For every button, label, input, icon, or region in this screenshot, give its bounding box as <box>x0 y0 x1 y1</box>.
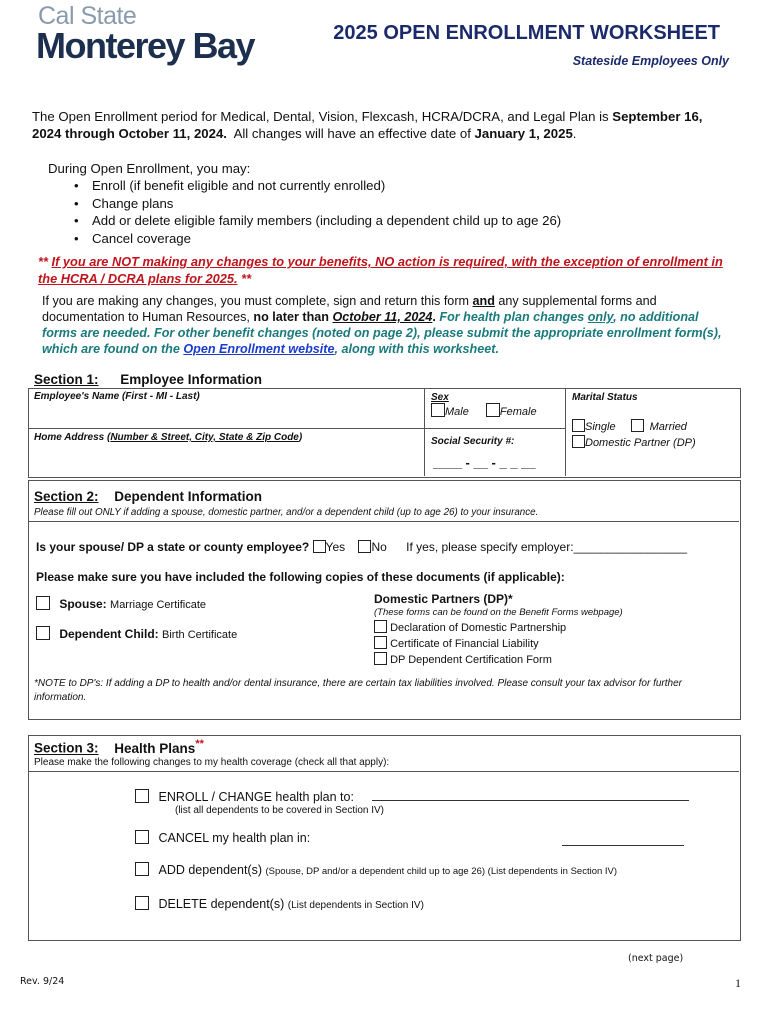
list-item: Certificate of Financial Liability <box>374 636 566 652</box>
sex-label: Sex <box>431 392 449 403</box>
revision-label: Rev. 9/24 <box>20 976 65 987</box>
list-item: DP Dependent Certification Form <box>374 652 566 668</box>
enroll-subnote: (list all dependents to be covered in Section IV) <box>175 805 385 816</box>
logo-line1: Cal State <box>38 2 137 30</box>
spouse-doc-checkbox[interactable] <box>36 596 50 610</box>
spouse-yes-checkbox[interactable] <box>313 540 326 553</box>
docs-note: Please make sure you have included the following copies of these documents (if applicable): <box>36 570 565 584</box>
child-doc-row: Dependent Child: Birth Certificate <box>36 626 237 641</box>
enroll-checkbox[interactable] <box>135 789 149 803</box>
logo-line2: Monterey Bay <box>36 25 255 66</box>
dp-docs-list <box>374 620 566 668</box>
ssn-label: Social Security #: <box>431 436 515 447</box>
dp-financial-checkbox[interactable] <box>374 636 387 649</box>
page-subtitle: Stateside Employees Only <box>572 54 729 68</box>
dp-checkbox[interactable] <box>572 435 585 448</box>
marital-status-label: Marital Status <box>572 392 638 403</box>
dp-docs-title: Domestic Partners (DP)* <box>374 592 513 606</box>
cancel-row: CANCEL my health plan in: <box>135 830 310 845</box>
list-item: Declaration of Domestic Partnership <box>374 620 566 636</box>
child-doc-checkbox[interactable] <box>36 626 50 640</box>
dp-tax-note: *NOTE to DP's: If adding a DP to health and/or dental insurance, there are certain tax liabilities involved. Please consult your tax advisor for further information. <box>34 678 682 703</box>
dp-docs-note: (These forms can be found on the Benefit Forms webpage) <box>374 607 623 618</box>
female-checkbox[interactable] <box>486 403 500 417</box>
page-title: 2025 OPEN ENROLLMENT WORKSHEET <box>333 22 720 44</box>
enroll-plan-line[interactable] <box>372 800 689 801</box>
next-page-label: (next page) <box>628 953 684 964</box>
section2-heading: Section 2: Dependent Information <box>34 489 263 504</box>
sex-options: Male Female <box>431 403 537 418</box>
section1-heading: Section 1: Employee Information <box>34 372 263 387</box>
spouse-employee-question: Is your spouse/ DP a state or county employee? Yes No If yes, please specify employer:_________________ <box>36 540 688 554</box>
section2-instruction: Please fill out ONLY if adding a spouse, domestic partner, and/or a dependent child (up to age 26) to your insurance. <box>34 507 539 518</box>
during-label: During Open Enrollment, you may: <box>48 161 251 176</box>
options-list <box>48 177 561 247</box>
list-item: • Add or delete eligible family members (including a dependent child up to age 26) <box>48 212 561 230</box>
list-item: • Enroll (if benefit eligible and not currently enrolled) <box>48 177 561 195</box>
employer-field[interactable]: If yes, please specify employer:_________________ <box>406 540 688 554</box>
list-item: • Change plans <box>48 195 561 213</box>
delete-dependent-row: DELETE dependent(s) (List dependents in Section IV) <box>135 896 424 911</box>
page-number: 1 <box>735 976 741 990</box>
cancel-checkbox[interactable] <box>135 830 149 844</box>
home-address-label: Home Address (Number & Street, City, State & Zip Code) <box>34 432 303 443</box>
dp-declaration-checkbox[interactable] <box>374 620 387 633</box>
male-checkbox[interactable] <box>431 403 445 417</box>
add-dependent-row: ADD dependent(s) (Spouse, DP and/or a dependent child up to age 26) (List dependents in Section IV) <box>135 862 617 877</box>
employee-name-label: Employee's Name (First - MI - Last) <box>34 391 200 402</box>
intro-paragraph: The Open Enrollment period for Medical, Dental, Vision, Flexcash, HCRA/DCRA, and Legal Plan is September 16, 2024 through October 11, 2024. All changes will have an effective date of January 1, 2025. <box>32 109 703 141</box>
no-action-notice: ** If you are NOT making any changes to your benefits, NO action is required, with the exception of enrollment in the HCRA / DCRA plans for 2025. ** <box>38 254 723 286</box>
dp-certification-checkbox[interactable] <box>374 652 387 665</box>
cancel-plan-line[interactable] <box>562 845 684 846</box>
married-checkbox[interactable] <box>631 419 644 432</box>
marital-options-row1: Single Married <box>572 419 687 433</box>
changes-paragraph: If you are making any changes, you must complete, sign and return this form and any supplemental forms and documentation to Human Resources, no later than October 11, 2024. For health plan changes only, no additional forms are needed. For other benefit changes (noted on page 2), please submit the appropriate enrollment form(s), which are found on the Open Enrollment website, along with this worksheet. <box>42 294 722 356</box>
enroll-row: ENROLL / CHANGE health plan to: <box>135 789 354 804</box>
ssn-field[interactable]: ____ - __ - _ _ __ <box>433 455 536 470</box>
open-enrollment-link[interactable]: Open Enrollment website <box>183 342 335 356</box>
section3-instruction: Please make the following changes to my health coverage (check all that apply): <box>34 757 390 768</box>
list-item: • Cancel coverage <box>48 230 561 248</box>
single-checkbox[interactable] <box>572 419 585 432</box>
section3-heading: Section 3: Health Plans** <box>34 738 204 756</box>
add-dependent-checkbox[interactable] <box>135 862 149 876</box>
delete-dependent-checkbox[interactable] <box>135 896 149 910</box>
spouse-doc-row: Spouse: Marriage Certificate <box>36 596 206 611</box>
spouse-no-checkbox[interactable] <box>358 540 371 553</box>
marital-options-row2: Domestic Partner (DP) <box>572 435 696 449</box>
